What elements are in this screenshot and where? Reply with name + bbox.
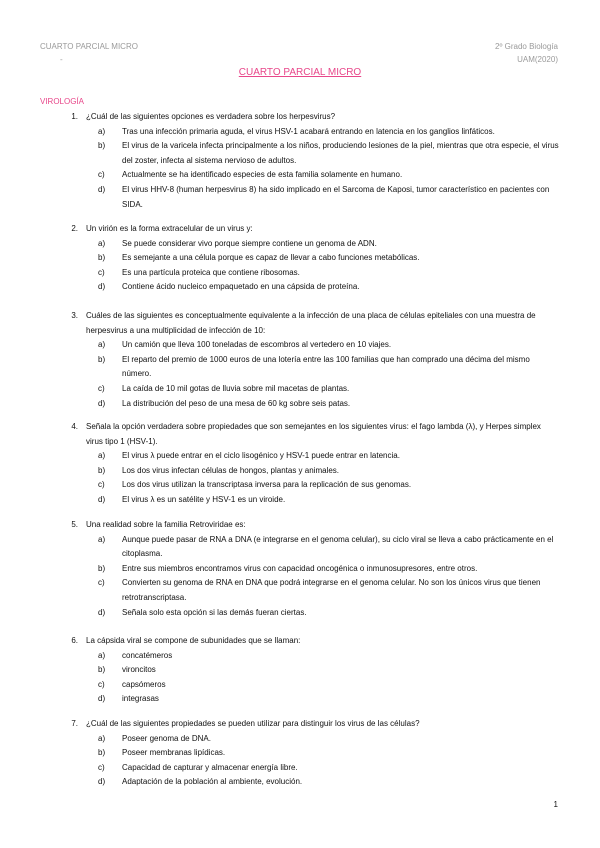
question-number: 5. [71,520,78,529]
option-text: Poseer genoma de DNA. [122,733,211,743]
header-university: UAM(2020) [517,55,558,64]
answer-option [86,280,560,295]
question-stem [40,110,560,125]
option-letter: a) [98,650,106,660]
option-letter: b) [98,354,106,364]
option-text: Poseer membranas lipídicas. [122,748,226,758]
question-number: 4. [71,422,78,431]
answer-option [86,125,560,140]
option-text: El virus HHV-8 (human herpesvirus 8) ha sido implicado en el Sarcoma de Kaposi, tumor característico en pacientes con SIDA. [122,184,550,209]
option-letter: a) [98,451,106,461]
option-text: Se puede considerar vivo porque siempre contiene un genoma de ADN. [122,238,377,248]
answer-option [86,183,560,212]
question-number: 3. [71,311,78,320]
option-text: vironcitos [122,665,156,675]
option-text: La caída de 10 mil gotas de lluvia sobre mil macetas de plantas. [122,383,350,393]
option-text: concatémeros [122,650,173,660]
question-6 [40,634,560,707]
answer-option [86,449,560,464]
option-text: El virus de la varicela infecta principalmente a los niños, produciendo lesiones de la piel, mientras que otra especie, el virus del zoster, infecta al sistema nervioso de adultos. [122,141,559,165]
header-course: 2º Grado Biología [495,42,558,51]
option-letter: c) [98,679,105,689]
option-letter: c) [98,578,105,588]
question-text: La cápsida viral se compone de subunidades que se llaman: [86,636,301,645]
option-letter: c) [98,762,105,772]
option-letter: a) [98,733,106,743]
answer-option [86,493,560,508]
option-letter: c) [98,170,105,180]
question-number: 2. [71,224,78,233]
option-text: Adaptación de la población al ambiente, evolución. [122,777,303,787]
answer-option [86,606,560,621]
option-letter: a) [98,534,106,544]
answer-option [86,576,560,605]
question-text: ¿Cuál de las siguientes propiedades se pueden utilizar para distinguir los virus de las células? [86,719,420,728]
answer-option [86,533,560,562]
option-text: Es semejante a una célula porque es capaz de llevar a cabo funciones metabólicas. [122,253,420,263]
answer-option [86,775,560,790]
question-text: Cuáles de las siguientes es conceptualmente equivalente a la infección de una placa de células epiteliales con una muestra de herpesvirus a una multiplicidad de infección de 10: [86,311,536,335]
question-7 [40,717,560,790]
answer-option [86,266,560,281]
answer-option [86,761,560,776]
option-text: Los dos virus infectan células de hongos, plantas y animales. [122,465,340,475]
option-letter: b) [98,465,106,475]
option-letter: d) [98,184,106,194]
option-text: Entre sus miembros encontramos virus con capacidad oncogénica o inmunosupresores, entre otros. [122,563,478,573]
option-letter: a) [98,340,106,350]
answer-option [86,478,560,493]
answer-option [86,732,560,747]
question-3 [40,309,560,411]
answer-option [86,237,560,252]
option-text: Aunque puede pasar de RNA a DNA (e integrarse en el genoma celular), su ciclo viral se lleva a cabo prácticamente en el citoplasma. [122,534,554,559]
answer-option [86,678,560,693]
option-letter: d) [98,494,106,504]
question-stem [40,518,560,533]
question-stem [40,634,560,649]
page-title: CUARTO PARCIAL MICRO [238,67,362,78]
question-text: Señala la opción verdadera sobre propiedades que son semejantes en los siguientes virus: el fago lambda (λ), y Herpes simplex virus tipo 1 (HSV-1). [86,422,541,446]
option-text: El virus λ es un satélite y HSV-1 es un viroide. [122,494,286,504]
question-stem [40,717,560,732]
question-text: Una realidad sobre la familia Retroviridae es: [86,520,246,529]
question-number: 7. [71,719,78,728]
question-1 [40,110,560,212]
answer-option [86,464,560,479]
answer-option [86,139,560,168]
option-text: Capacidad de capturar y almacenar energía libre. [122,762,298,772]
answer-option [86,692,560,707]
option-text: integrasas [122,694,159,704]
header-doc-title: CUARTO PARCIAL MICRO [40,42,138,51]
option-letter: d) [98,607,106,617]
option-text: capsómeros [122,679,166,689]
option-text: Es una partícula proteica que contiene ribosomas. [122,267,300,277]
option-text: Los dos virus utilizan la transcriptasa inversa para la replicación de sus genomas. [122,480,412,490]
answer-option [86,168,560,183]
option-text: Tras una infección primaria aguda, el virus HSV-1 acabará entrando en latencia en los ganglios linfáticos. [122,126,495,136]
option-letter: d) [98,398,106,408]
option-letter: c) [98,480,105,490]
option-letter: b) [98,748,106,758]
option-letter: c) [98,267,105,277]
option-letter: c) [98,383,105,393]
question-text: Un virión es la forma extracelular de un virus y: [86,224,253,233]
option-letter: a) [98,126,106,136]
question-text: ¿Cuál de las siguientes opciones es verdadera sobre los herpesvirus? [86,112,336,121]
header-right [495,40,558,66]
option-letter: d) [98,694,106,704]
option-letter: b) [98,141,106,151]
question-5 [40,518,560,620]
answer-option [86,338,560,353]
answer-option [86,353,560,382]
section-heading: VIROLOGÍA [40,97,85,106]
question-number: 6. [71,636,78,645]
option-letter: b) [98,665,106,675]
option-letter: a) [98,238,106,248]
page-number: 1 [553,800,558,809]
option-letter: d) [98,777,106,787]
question-number: 1. [71,112,78,121]
header-doc-subtitle: - [60,55,63,64]
header-left [40,40,138,66]
option-text: Contiene ácido nucleico empaquetado en una cápsida de proteína. [122,282,360,292]
option-text: Señala solo esta opción si las demás fueran ciertas. [122,607,307,617]
option-text: La distribución del peso de una mesa de 60 kg sobre seis patas. [122,398,351,408]
option-letter: d) [98,282,106,292]
answer-option [86,382,560,397]
question-4 [40,420,560,508]
answer-option [86,649,560,664]
question-stem [40,309,560,338]
answer-option [86,562,560,577]
question-stem [40,222,560,237]
option-text: El virus λ puede entrar en el ciclo lisogénico y HSV-1 puede entrar en latencia. [122,451,400,461]
option-text: Actualmente se ha identificado especies de esta familia solamente en humano. [122,170,403,180]
option-text: Un camión que lleva 100 toneladas de escombros al vertedero en 10 viajes. [122,340,392,350]
option-letter: b) [98,253,106,263]
option-text: El reparto del premio de 1000 euros de una lotería entre las 100 familias que han comprado una décima del mismo número. [122,354,530,379]
answer-option [86,746,560,761]
question-2 [40,222,560,295]
question-stem [40,420,560,449]
option-text: Convierten su genoma de RNA en DNA que podrá integrarse en el genoma celular. No son los únicos virus que tienen retrotranscriptasa. [122,578,541,602]
answer-option [86,251,560,266]
answer-option [86,663,560,678]
answer-option [86,397,560,412]
option-letter: b) [98,563,106,573]
